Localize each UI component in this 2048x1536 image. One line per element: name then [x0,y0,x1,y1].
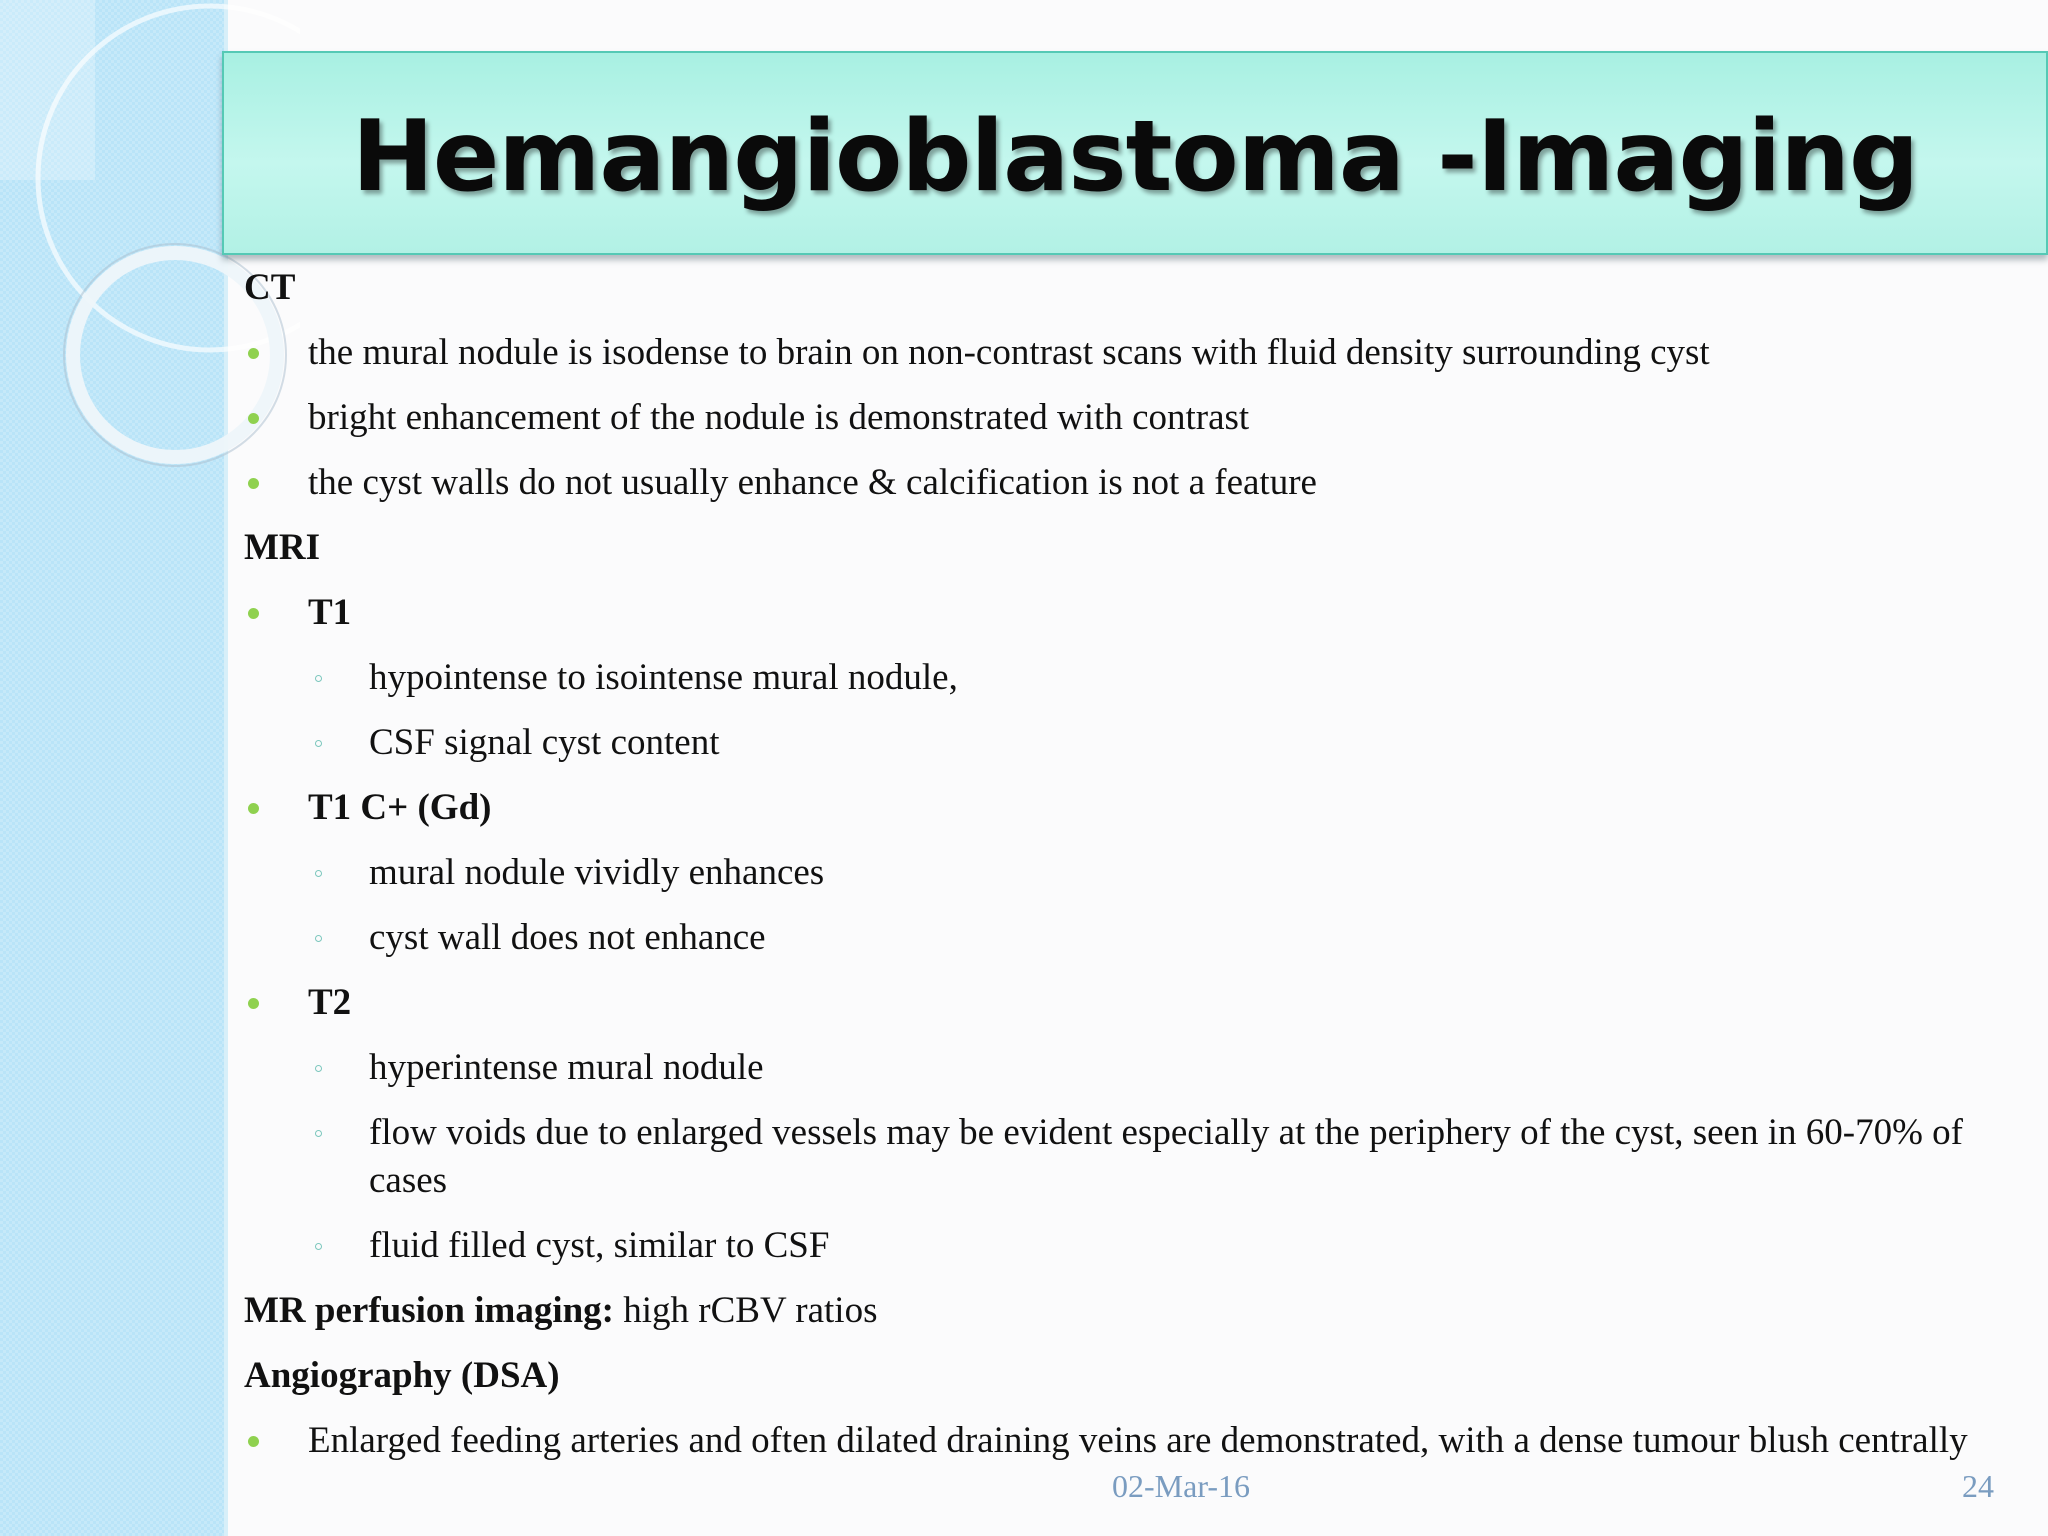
bullet-text: bright enhancement of the nodule is demonstrated with contrast [308,397,1250,438]
sub-bullet-text: fluid filled cyst, similar to CSF [369,1225,830,1266]
bullet-dot-icon [248,803,259,814]
sub-bullet [244,1109,1984,1205]
ct-heading: CT [244,267,296,308]
sub-bullet [244,654,1984,702]
bullet-text: T2 [308,982,352,1023]
sub-bullet-ring-icon [315,870,322,877]
title-banner [222,51,2048,255]
sub-bullet-ring-icon [315,675,322,682]
perfusion-text: high rCBV ratios [614,1290,878,1331]
perfusion-label: MR perfusion imaging: [244,1290,614,1331]
ct-bullet [244,329,1984,377]
ct-bullet [244,459,1984,507]
sub-bullet-ring-icon [315,1130,322,1137]
mri-heading: MRI [244,527,321,568]
sub-bullet-text: hypointense to isointense mural nodule, [369,657,958,698]
mri-t2-bullet [244,979,1984,1027]
left-decorative-strip [0,0,228,1536]
slide-body [244,264,1984,1482]
bullet-dot-icon [248,413,259,424]
ct-bullet [244,394,1984,442]
sub-bullet-text: CSF signal cyst content [369,722,720,763]
mri-t1-bullet [244,589,1984,637]
angiography-heading: Angiography (DSA) [244,1355,560,1396]
mri-t1c-bullet [244,784,1984,832]
sub-bullet-ring-icon [315,1065,322,1072]
bullet-text: the mural nodule is isodense to brain on non-contrast scans with fluid density surrounding cyst [308,332,1710,373]
bullet-dot-icon [248,348,259,359]
sub-bullet [244,1222,1984,1270]
bullet-dot-icon [248,1436,259,1447]
sub-bullet-text: hyperintense mural nodule [369,1047,764,1088]
perfusion-line [244,1287,1984,1335]
bullet-dot-icon [248,608,259,619]
sub-bullet [244,1044,1984,1092]
sub-bullet [244,849,1984,897]
sub-bullet-ring-icon [315,935,322,942]
bullet-dot-icon [248,998,259,1009]
footer-date: 02-Mar-16 [1112,1468,1250,1504]
page-number: 24 [1962,1468,1994,1504]
sub-bullet-text: flow voids due to enlarged vessels may be evident especially at the periphery of the cyst, seen in 60-70% of cases [369,1112,1963,1201]
sub-bullet-ring-icon [315,1243,322,1250]
sub-bullet-text: cyst wall does not enhance [369,917,766,958]
bullet-text: the cyst walls do not usually enhance & calcification is not a feature [308,462,1317,503]
bullet-text: Enlarged feeding arteries and often dilated draining veins are demonstrated, with a dense tumour blush centrally [308,1420,1968,1461]
bullet-dot-icon [248,478,259,489]
sub-bullet [244,914,1984,962]
sub-bullet [244,719,1984,767]
sub-bullet-ring-icon [315,740,322,747]
slide-title: Hemangioblastoma -Imaging [351,100,1919,214]
bullet-text: T1 [308,592,352,633]
angiography-bullet [244,1417,1984,1465]
bullet-text: T1 C+ (Gd) [308,787,492,828]
sub-bullet-text: mural nodule vividly enhances [369,852,825,893]
